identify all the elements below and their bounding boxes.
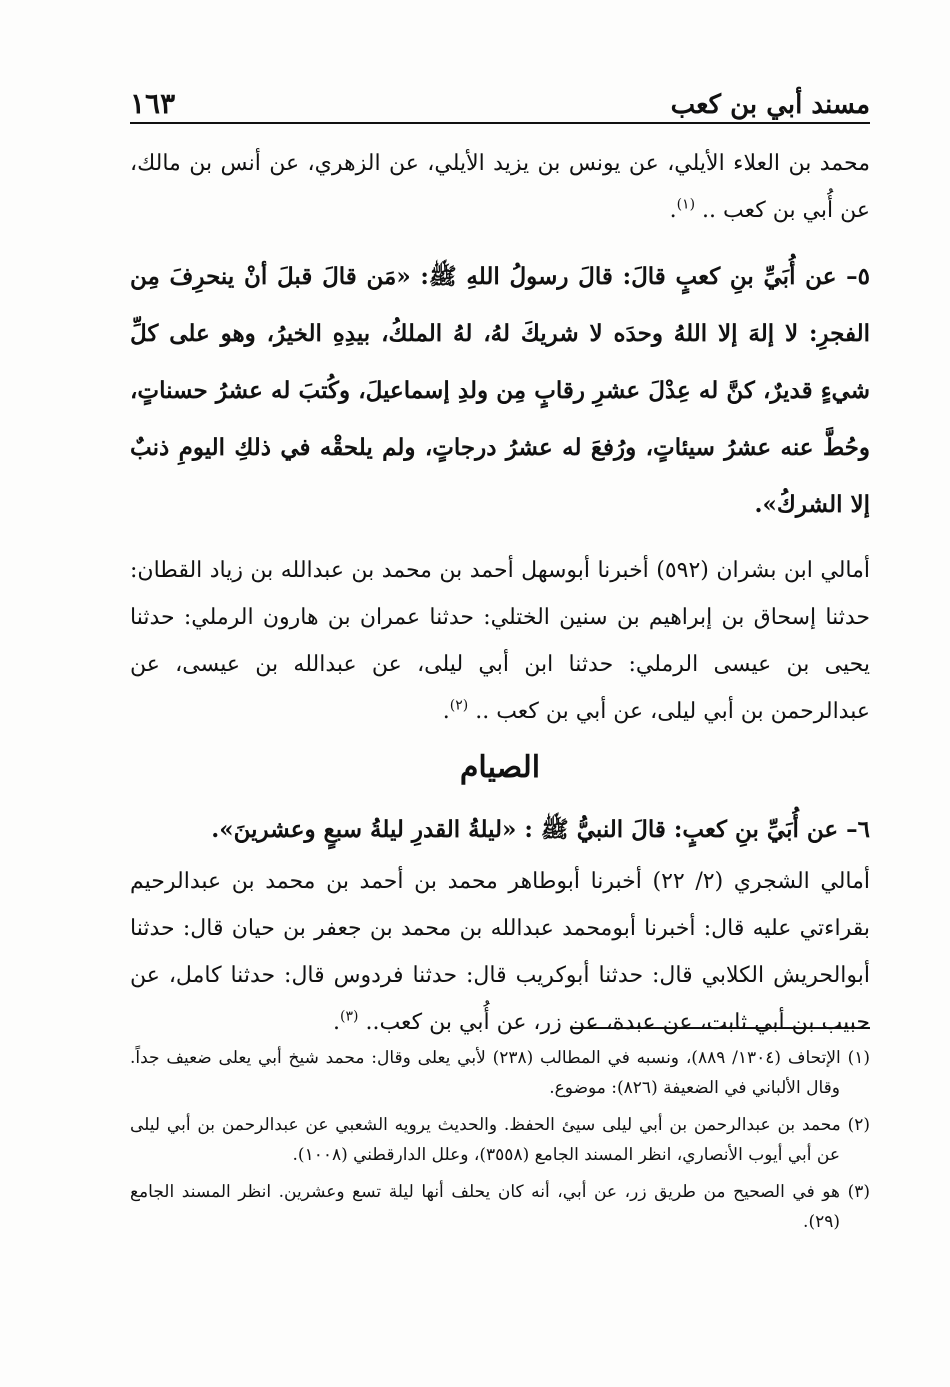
header-rule [130, 122, 870, 124]
paragraph-end: . [442, 699, 450, 724]
page-header [130, 78, 870, 120]
paragraph-isnad-1 [130, 140, 870, 234]
paragraph-text: أمالي الشجري (٢/ ٢٢) أخبرنا أبوطاهر محمد بن أحمد بن محمد بن عبدالرحيم بقراءتي عليه قال: أخبرنا أبومحمد عبدالله بن محمد بن جعفر بن حيان قال: حدثنا أبوالحريش الكلابي قال: حدثنا أبوكريب قال: حدثنا فردوس قال: حدثنا كامل، عن حبيب بن أبي ثابت، عن عبدة، عن زر، عن أُبي بن كعب.. [130, 869, 870, 1035]
paragraph-text: أمالي ابن بشران (٥٩٢) أخبرنا أبوسهل أحمد بن محمد بن عبدالله بن زياد القطان: حدثنا إسحاق بن إبراهيم بن سنين الختلي: حدثنا عمران بن هارون الرملي: حدثنا يحيى بن عيسى الرملي: حدثنا ابن أبي ليلى، عن عبدالله بن عيسى، عن عبدالرحمن بن أبي ليلى، عن أبي بن كعب .. [130, 558, 870, 724]
footnote-2: (٢) محمد بن عبدالرحمن بن أبي ليلى سيئ الحفظ. والحديث يرويه الشعبي عن عبدالرحمن بن أبي ليلى عن أبي أيوب الأنصاري، انظر المسند الجامع (٣٥٥٨)، وعلل الدارقطني (١٠٠٨). [130, 1115, 870, 1165]
footnote-ref-3: (٣) [340, 1008, 359, 1025]
footnote-1: (١) الإتحاف (١٣٠٤/ ٨٨٩)، ونسبه في المطالب (٢٣٨) لأبي يعلى وقال: محمد شيخ أبي يعلى ضعيف جداً. وقال الألباني في الضعيفة (٨٢٦): موضوع. [130, 1048, 870, 1098]
main-text [130, 140, 870, 1046]
hadith-5: ٥– عن أُبَيِّ بنِ كعبٍ قالَ: قالَ رسولُ اللهِ ﷺ: «مَن قالَ قبلَ أنْ ينحرِفَ مِن الفجرِ: لا إلهَ إلا اللهُ وحدَه لا شريكَ لهُ، لهُ الملكُ، بيدِهِ الخيرُ، وهو على كلِّ شيءٍ قديرٌ، كنَّ له عِدْلَ عشرِ رقابٍ مِن ولدِ إسماعيلَ، وكُتبَ له عشرُ حسناتٍ، وحُطَّ عنه عشرُ سيئاتٍ، ورُفعَ له عشرُ درجاتٍ، ولم يلحقْه في ذلكِ اليومِ ذنبٌ إلا الشركُ». [130, 263, 870, 518]
footnote-3: (٣) هو في الصحيح من طريق زر، عن أبي، أنه كان يحلف أنها ليلة تسع وعشرين. انظر المسند الجامع (٢٩). [130, 1182, 870, 1232]
spacer [130, 533, 870, 547]
page-number: ١٦٣ [130, 87, 176, 120]
spacer [130, 234, 870, 248]
footnotes [130, 1043, 870, 1244]
paragraph-isnad-2 [130, 547, 870, 735]
paragraph-isnad-3 [130, 858, 870, 1046]
paragraph-text: محمد بن العلاء الأيلي، عن يونس بن يزيد الأيلي، عن الزهري، عن أنس بن مالك، عن أُبي بن كعب .. [130, 151, 870, 223]
hadith-6: ٦– عن أُبَيِّ بنِ كعبٍ: قالَ النبيُّ ﷺ : «ليلةُ القدرِ ليلةُ سبعٍ وعشرينَ». [211, 816, 870, 843]
footnote-ref-2: (٢) [449, 697, 469, 714]
paragraph-end: . [333, 1010, 340, 1035]
paragraph-end: . [669, 198, 677, 223]
footnote-separator [570, 1027, 870, 1029]
footnote-ref-1: (١) [676, 196, 696, 213]
running-title: مسند أبي بن كعب [670, 90, 870, 120]
section-heading: الصيام [459, 750, 541, 785]
